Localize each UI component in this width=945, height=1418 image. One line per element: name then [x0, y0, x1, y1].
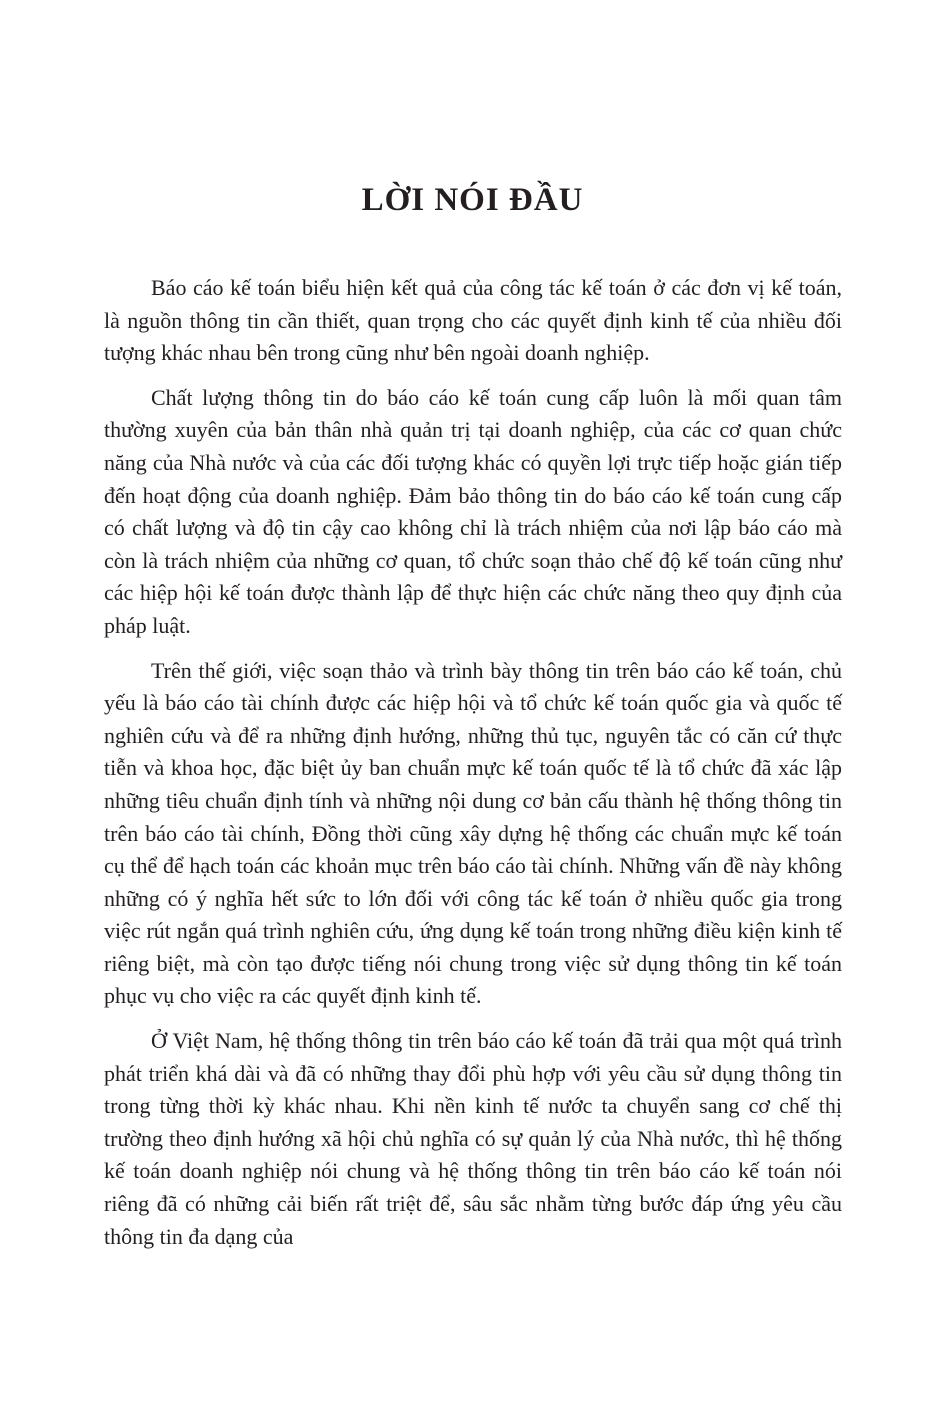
paragraph-3: Trên thế giới, việc soạn thảo và trình bày thông tin trên báo cáo kế toán, chủ yếu là báo cáo tài chính được các hiệp hội và tổ chức kế toán quốc gia và quốc tế nghiên cứu và để ra những định hướng, những thủ tục, nguyên tắc có căn cứ thực tiễn và khoa học, đặc biệt ủy ban chuẩn mực kế toán quốc tế là tổ chức đã xác lập những tiêu chuẩn định tính và những nội dung cơ bản cấu thành hệ thống thông tin trên báo cáo tài chính, Đồng thời cũng xây dựng hệ thống các chuẩn mực kế toán cụ thể để hạch toán các khoản mục trên báo cáo tài chính. Những vấn đề này không những có ý nghĩa hết sức to lớn đối với công tác kế toán ở nhiều quốc gia trong việc rút ngắn quá trình nghiên cứu, ứng dụng kế toán trong những điều kiện kinh tế riêng biệt, mà còn tạo được tiếng nói chung trong việc sử dụng thông tin kế toán phục vụ cho việc ra các quyết định kinh tế. — [104, 657, 842, 1009]
body-text — [104, 272, 842, 1265]
paragraph-4: Ở Việt Nam, hệ thống thông tin trên báo cáo kế toán đã trải qua một quá trình phát triển khá dài và đã có những thay đổi phù hợp với yêu cầu sử dụng thông tin trong từng thời kỳ khác nhau. Khi nền kinh tế nước ta chuyển sang cơ chế thị trường theo định hướng xã hội chủ nghĩa có sự quản lý của Nhà nước, thì hệ thống kế toán doanh nghiệp nói chung và hệ thống thông tin trên báo cáo kế toán nói riêng đã có những cải biến rất triệt để, sâu sắc nhằm từng bước đáp ứng yêu cầu thông tin đa dạng của — [104, 1028, 842, 1249]
page-title: LỜI NÓI ĐẦU — [361, 182, 584, 218]
paragraph-2: Chất lượng thông tin do báo cáo kế toán cung cấp luôn là mối quan tâm thường xuyên của bản thân nhà quản trị tại doanh nghiệp, của các cơ quan chức năng của Nhà nước và của các đối tượng khác có quyền lợi trực tiếp hoặc gián tiếp đến hoạt động của doanh nghiệp. Đảm bảo thông tin do báo cáo kế toán cung cấp có chất lượng và độ tin cậy cao không chỉ là trách nhiệm của nơi lập báo cáo mà còn là trách nhiệm của những cơ quan, tổ chức soạn thảo chế độ kế toán cũng như các hiệp hội kế toán được thành lập để thực hiện các chức năng theo quy định của pháp luật. — [104, 384, 842, 638]
paragraph-1: Báo cáo kế toán biểu hiện kết quả của công tác kế toán ở các đơn vị kế toán, là nguồn thông tin cần thiết, quan trọng cho các quyết định kinh tế của nhiều đối tượng khác nhau bên trong cũng như bên ngoài doanh nghiệp. — [104, 275, 842, 366]
